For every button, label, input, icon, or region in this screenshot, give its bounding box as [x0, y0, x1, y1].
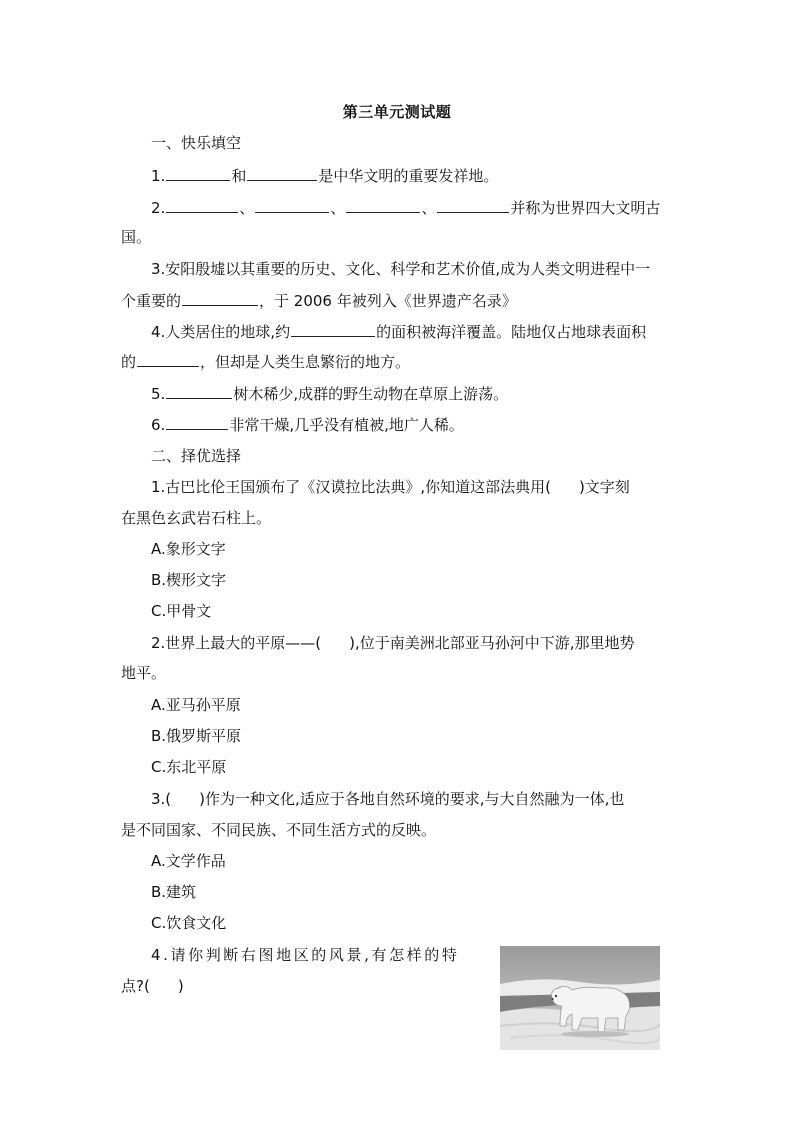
answer-blank[interactable] [255, 197, 329, 213]
question-1-4: 4.人类居住的地球,约 的面积被海洋覆盖。陆地仅占地球表面积 [151, 323, 647, 341]
question-1-6: 6. 非常干燥,几乎没有植被,地广人稀。 [151, 416, 464, 434]
answer-blank[interactable] [346, 197, 420, 213]
question-1-2-cont: 国。 [121, 228, 152, 246]
option-item: A.亚马孙平原 [151, 696, 241, 714]
answer-blank[interactable] [291, 321, 375, 337]
question-2-1-cont: 在黑色玄武岩石柱上。 [121, 509, 272, 527]
question-1-2: 2. 、 、 、 并称为世界四大文明古 [151, 199, 661, 217]
option-item: B.建筑 [151, 883, 197, 901]
question-1-5: 5. 树木稀少,成群的野生动物在草原上游荡。 [151, 385, 509, 403]
question-2-4: 4.请你判断右图地区的风景,有怎样的特 [151, 946, 460, 964]
option-item: B.俄罗斯平原 [151, 727, 242, 745]
option-item: B.楔形文字 [151, 571, 227, 589]
question-1-3: 3.安阳殷墟以其重要的历史、文化、科学和艺术价值,成为人类文明进程中一 [151, 260, 651, 278]
polar-bear-illustration [500, 946, 660, 1050]
answer-blank[interactable] [137, 351, 199, 367]
question-2-4-cont: 点?( ) [121, 977, 184, 995]
answer-blank[interactable] [182, 290, 258, 306]
answer-blank[interactable] [437, 197, 509, 213]
answer-blank[interactable] [247, 165, 317, 181]
answer-blank[interactable] [166, 197, 238, 213]
question-2-2: 2.世界上最大的平原——( ),位于南美洲北部亚马孙河中下游,那里地势 [151, 634, 635, 652]
option-item: A.象形文字 [151, 540, 226, 558]
answer-blank[interactable] [166, 383, 232, 399]
question-2-2-cont: 地平。 [121, 664, 167, 682]
option-item: C.甲骨文 [151, 602, 212, 620]
option-item: C.饮食文化 [151, 914, 227, 932]
question-1-3-cont: 个重要的 ，于 2006 年被列入《世界遗产名录》 [121, 292, 517, 310]
answer-blank[interactable] [166, 414, 228, 430]
question-1-1: 1. 和 是中华文明的重要发祥地。 [151, 167, 499, 185]
question-2-3-cont: 是不同国家、不同民族、不同生活方式的反映。 [121, 821, 437, 839]
option-item: A.文学作品 [151, 852, 226, 870]
page-title: 第三单元测试题 [342, 103, 452, 121]
section1-heading: 一、快乐填空 [151, 134, 242, 152]
section2-heading: 二、择优选择 [151, 447, 242, 465]
option-item: C.东北平原 [151, 758, 227, 776]
polar-bear-photo [500, 946, 660, 1050]
question-2-1: 1.古巴比伦王国颁布了《汉谟拉比法典》,你知道这部法典用( )文字刻 [151, 478, 630, 496]
question-2-3: 3.( )作为一种文化,适应于各地自然环境的要求,与大自然融为一体,也 [151, 790, 625, 808]
question-1-4-cont: 的 ，但却是人类生息繁衍的地方。 [121, 353, 411, 371]
answer-blank[interactable] [166, 165, 230, 181]
